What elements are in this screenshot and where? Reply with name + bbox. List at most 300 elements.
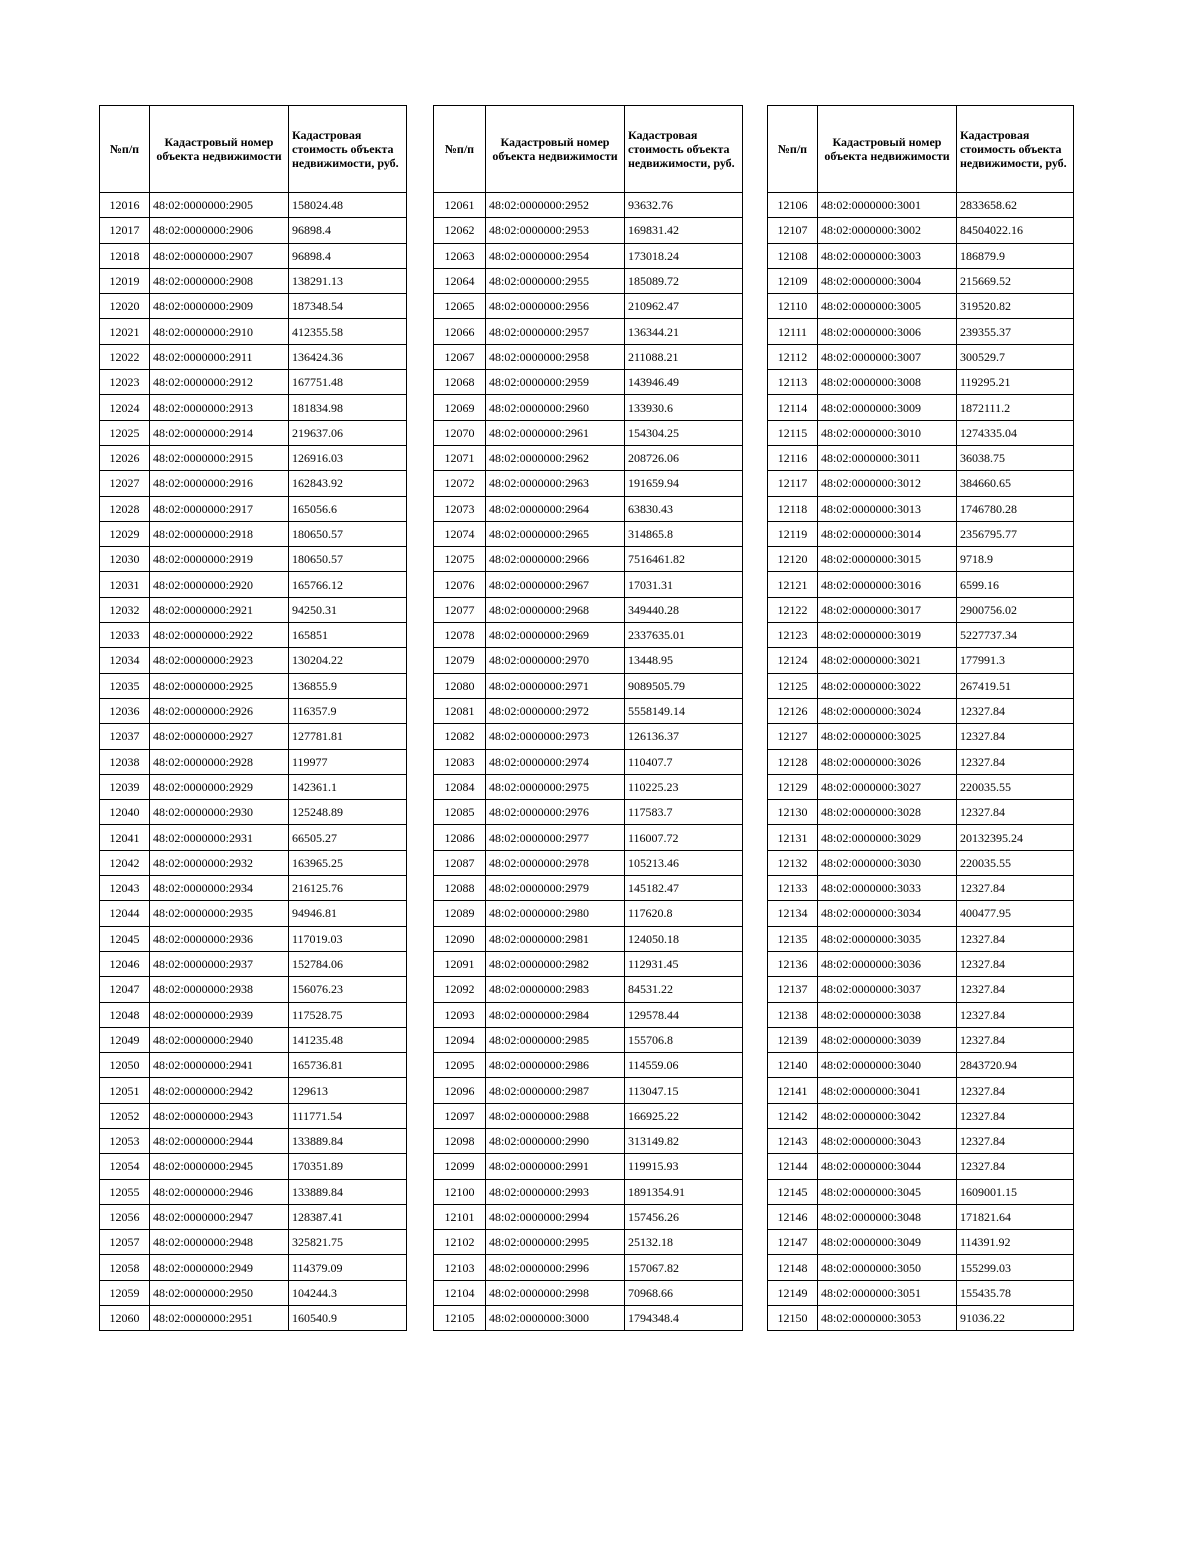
cadastral-value: 9089505.79 xyxy=(625,673,743,698)
table-row xyxy=(100,420,407,445)
cadastral-value: 160540.9 xyxy=(289,1306,407,1331)
cadastral-value: 105213.46 xyxy=(625,850,743,875)
cadastral-number: 48:02:0000000:3048 xyxy=(818,1204,957,1229)
table-row xyxy=(434,1230,743,1255)
cadastral-value: 186879.9 xyxy=(957,243,1074,268)
row-number: 12052 xyxy=(100,1103,150,1128)
table-row xyxy=(434,1078,743,1103)
cadastral-value: 384660.65 xyxy=(957,471,1074,496)
cadastral-value: 165766.12 xyxy=(289,572,407,597)
table-row xyxy=(768,319,1074,344)
cadastral-value: 112931.45 xyxy=(625,951,743,976)
cadastral-value: 130204.22 xyxy=(289,648,407,673)
cadastral-value: 154304.25 xyxy=(625,420,743,445)
cadastral-number: 48:02:0000000:2969 xyxy=(486,623,625,648)
row-number: 12096 xyxy=(434,1078,486,1103)
cadastral-value: 9718.9 xyxy=(957,547,1074,572)
row-number: 12030 xyxy=(100,547,150,572)
cadastral-number: 48:02:0000000:2984 xyxy=(486,1002,625,1027)
table-row xyxy=(768,1280,1074,1305)
table-row xyxy=(100,1053,407,1078)
table-row xyxy=(768,1230,1074,1255)
table-row xyxy=(434,749,743,774)
table-row xyxy=(434,876,743,901)
cadastral-value: 104244.3 xyxy=(289,1280,407,1305)
header-row xyxy=(100,106,407,193)
cadastral-number: 48:02:0000000:2973 xyxy=(486,724,625,749)
table-row xyxy=(100,471,407,496)
table-row xyxy=(100,1002,407,1027)
cadastral-value: 181834.98 xyxy=(289,395,407,420)
row-number: 12116 xyxy=(768,445,818,470)
cadastral-value: 141235.48 xyxy=(289,1027,407,1052)
cadastral-number: 48:02:0000000:3034 xyxy=(818,901,957,926)
row-number: 12035 xyxy=(100,673,150,698)
table-row xyxy=(100,825,407,850)
cadastral-value: 142361.1 xyxy=(289,774,407,799)
row-number: 12017 xyxy=(100,218,150,243)
cadastral-number: 48:02:0000000:3019 xyxy=(818,623,957,648)
row-number: 12122 xyxy=(768,597,818,622)
cadastral-value: 110407.7 xyxy=(625,749,743,774)
row-number: 12083 xyxy=(434,749,486,774)
cadastral-value: 12327.84 xyxy=(957,1027,1074,1052)
row-number: 12062 xyxy=(434,218,486,243)
table-row xyxy=(434,825,743,850)
cadastral-value: 177991.3 xyxy=(957,648,1074,673)
cadastral-number: 48:02:0000000:2960 xyxy=(486,395,625,420)
row-number: 12104 xyxy=(434,1280,486,1305)
table-row xyxy=(434,926,743,951)
cadastral-number: 48:02:0000000:3044 xyxy=(818,1154,957,1179)
row-number: 12105 xyxy=(434,1306,486,1331)
table-row xyxy=(768,547,1074,572)
row-number: 12129 xyxy=(768,774,818,799)
table-row xyxy=(434,1280,743,1305)
row-number: 12071 xyxy=(434,445,486,470)
cadastral-value: 133889.84 xyxy=(289,1128,407,1153)
table-row xyxy=(768,1103,1074,1128)
cadastral-number: 48:02:0000000:2979 xyxy=(486,876,625,901)
cadastral-number: 48:02:0000000:2906 xyxy=(150,218,289,243)
row-number: 12056 xyxy=(100,1204,150,1229)
cadastral-number: 48:02:0000000:3035 xyxy=(818,926,957,951)
cadastral-number: 48:02:0000000:2907 xyxy=(150,243,289,268)
cadastral-value: 116357.9 xyxy=(289,698,407,723)
cadastral-value: 152784.06 xyxy=(289,951,407,976)
row-number: 12050 xyxy=(100,1053,150,1078)
cadastral-number: 48:02:0000000:3006 xyxy=(818,319,957,344)
table-row xyxy=(100,977,407,1002)
row-number: 12066 xyxy=(434,319,486,344)
cadastral-number: 48:02:0000000:3004 xyxy=(818,268,957,293)
cadastral-number: 48:02:0000000:2994 xyxy=(486,1204,625,1229)
cadastral-value: 12327.84 xyxy=(957,749,1074,774)
row-number: 12060 xyxy=(100,1306,150,1331)
table-row xyxy=(768,445,1074,470)
table-row xyxy=(434,395,743,420)
cadastral-value: 114379.09 xyxy=(289,1255,407,1280)
cadastral-number: 48:02:0000000:2923 xyxy=(150,648,289,673)
table-row xyxy=(100,572,407,597)
table-row xyxy=(434,623,743,648)
cadastral-number: 48:02:0000000:3037 xyxy=(818,977,957,1002)
table-row xyxy=(434,496,743,521)
cadastral-number: 48:02:0000000:2980 xyxy=(486,901,625,926)
row-number: 12086 xyxy=(434,825,486,850)
cadastral-value: 2843720.94 xyxy=(957,1053,1074,1078)
cadastral-value: 220035.55 xyxy=(957,850,1074,875)
cadastral-number: 48:02:0000000:3011 xyxy=(818,445,957,470)
cadastral-value: 129578.44 xyxy=(625,1002,743,1027)
table-row xyxy=(434,597,743,622)
table-row xyxy=(100,800,407,825)
row-number: 12047 xyxy=(100,977,150,1002)
cadastral-value: 156076.23 xyxy=(289,977,407,1002)
cadastral-number: 48:02:0000000:2996 xyxy=(486,1255,625,1280)
cadastral-value: 2833658.62 xyxy=(957,193,1074,218)
cadastral-value: 84531.22 xyxy=(625,977,743,1002)
row-number: 12032 xyxy=(100,597,150,622)
table-row xyxy=(434,850,743,875)
cadastral-number: 48:02:0000000:2949 xyxy=(150,1255,289,1280)
table-row xyxy=(100,648,407,673)
table-row xyxy=(768,1154,1074,1179)
row-number: 12087 xyxy=(434,850,486,875)
table-row xyxy=(434,724,743,749)
cadastral-value: 12327.84 xyxy=(957,926,1074,951)
cadastral-value: 173018.24 xyxy=(625,243,743,268)
cadastral-number: 48:02:0000000:3003 xyxy=(818,243,957,268)
cadastral-number: 48:02:0000000:2928 xyxy=(150,749,289,774)
cadastral-value: 2900756.02 xyxy=(957,597,1074,622)
table-row xyxy=(768,1306,1074,1331)
header-cadastral-value: Кадастровая стоимость объекта недвижимости, руб. xyxy=(625,106,743,193)
cadastral-value: 66505.27 xyxy=(289,825,407,850)
table-row xyxy=(100,547,407,572)
cadastral-value: 2337635.01 xyxy=(625,623,743,648)
cadastral-number: 48:02:0000000:2968 xyxy=(486,597,625,622)
row-number: 12070 xyxy=(434,420,486,445)
row-number: 12020 xyxy=(100,294,150,319)
header-cadastral-number: Кадастровый номер объекта недвижимости xyxy=(150,106,289,193)
table-row xyxy=(768,850,1074,875)
row-number: 12143 xyxy=(768,1128,818,1153)
cadastral-value: 412355.58 xyxy=(289,319,407,344)
cadastral-number: 48:02:0000000:3042 xyxy=(818,1103,957,1128)
cadastral-value: 349440.28 xyxy=(625,597,743,622)
row-number: 12108 xyxy=(768,243,818,268)
cadastral-value: 117019.03 xyxy=(289,926,407,951)
row-number: 12100 xyxy=(434,1179,486,1204)
cadastral-value: 119295.21 xyxy=(957,370,1074,395)
row-number: 12076 xyxy=(434,572,486,597)
cadastral-value: 12327.84 xyxy=(957,1078,1074,1103)
row-number: 12049 xyxy=(100,1027,150,1052)
row-number: 12135 xyxy=(768,926,818,951)
table-row xyxy=(100,370,407,395)
cadastral-number: 48:02:0000000:2966 xyxy=(486,547,625,572)
row-number: 12131 xyxy=(768,825,818,850)
row-number: 12149 xyxy=(768,1280,818,1305)
cadastral-number: 48:02:0000000:2953 xyxy=(486,218,625,243)
cadastral-number: 48:02:0000000:2905 xyxy=(150,193,289,218)
row-number: 12053 xyxy=(100,1128,150,1153)
cadastral-value: 126136.37 xyxy=(625,724,743,749)
cadastral-number: 48:02:0000000:2911 xyxy=(150,344,289,369)
cadastral-number: 48:02:0000000:2945 xyxy=(150,1154,289,1179)
table-row xyxy=(100,344,407,369)
cadastral-number: 48:02:0000000:2951 xyxy=(150,1306,289,1331)
table-row xyxy=(100,1128,407,1153)
cadastral-number: 48:02:0000000:2956 xyxy=(486,294,625,319)
cadastral-value: 136344.21 xyxy=(625,319,743,344)
row-number: 12141 xyxy=(768,1078,818,1103)
row-number: 12133 xyxy=(768,876,818,901)
row-number: 12148 xyxy=(768,1255,818,1280)
cadastral-number: 48:02:0000000:3024 xyxy=(818,698,957,723)
table-row xyxy=(768,774,1074,799)
table-row xyxy=(768,521,1074,546)
row-number: 12089 xyxy=(434,901,486,926)
cadastral-value: 2356795.77 xyxy=(957,521,1074,546)
table-row xyxy=(434,1154,743,1179)
cadastral-value: 113047.15 xyxy=(625,1078,743,1103)
table-row xyxy=(100,319,407,344)
cadastral-value: 119915.93 xyxy=(625,1154,743,1179)
cadastral-value: 127781.81 xyxy=(289,724,407,749)
cadastral-value: 70968.66 xyxy=(625,1280,743,1305)
cadastral-value: 129613 xyxy=(289,1078,407,1103)
cadastral-number: 48:02:0000000:2932 xyxy=(150,850,289,875)
header-number: №п/п xyxy=(768,106,818,193)
table-row xyxy=(768,926,1074,951)
cadastral-number: 48:02:0000000:2909 xyxy=(150,294,289,319)
row-number: 12067 xyxy=(434,344,486,369)
row-number: 12034 xyxy=(100,648,150,673)
cadastral-value: 170351.89 xyxy=(289,1154,407,1179)
cadastral-value: 158024.48 xyxy=(289,193,407,218)
cadastral-value: 155706.8 xyxy=(625,1027,743,1052)
row-number: 12127 xyxy=(768,724,818,749)
table-row xyxy=(100,268,407,293)
table-row xyxy=(100,749,407,774)
cadastral-value: 114391.92 xyxy=(957,1230,1074,1255)
cadastral-value: 117583.7 xyxy=(625,800,743,825)
cadastral-value: 1872111.2 xyxy=(957,395,1074,420)
table-row xyxy=(100,1027,407,1052)
row-number: 12144 xyxy=(768,1154,818,1179)
header-cadastral-number: Кадастровый номер объекта недвижимости xyxy=(486,106,625,193)
cadastral-value: 12327.84 xyxy=(957,698,1074,723)
cadastral-number: 48:02:0000000:3039 xyxy=(818,1027,957,1052)
cadastral-value: 145182.47 xyxy=(625,876,743,901)
table-row xyxy=(768,648,1074,673)
cadastral-value: 114559.06 xyxy=(625,1053,743,1078)
cadastral-value: 12327.84 xyxy=(957,977,1074,1002)
table-row xyxy=(768,1078,1074,1103)
row-number: 12113 xyxy=(768,370,818,395)
cadastral-value: 1794348.4 xyxy=(625,1306,743,1331)
row-number: 12102 xyxy=(434,1230,486,1255)
table-row xyxy=(768,800,1074,825)
table-row xyxy=(768,193,1074,218)
cadastral-value: 91036.22 xyxy=(957,1306,1074,1331)
cadastral-number: 48:02:0000000:2974 xyxy=(486,749,625,774)
cadastral-number: 48:02:0000000:2922 xyxy=(150,623,289,648)
cadastral-value: 239355.37 xyxy=(957,319,1074,344)
cadastral-value: 7516461.82 xyxy=(625,547,743,572)
cadastral-number: 48:02:0000000:3036 xyxy=(818,951,957,976)
row-number: 12106 xyxy=(768,193,818,218)
row-number: 12121 xyxy=(768,572,818,597)
cadastral-value: 313149.82 xyxy=(625,1128,743,1153)
table-row xyxy=(768,496,1074,521)
cadastral-number: 48:02:0000000:2919 xyxy=(150,547,289,572)
cadastral-value: 1746780.28 xyxy=(957,496,1074,521)
cadastral-value: 36038.75 xyxy=(957,445,1074,470)
cadastral-value: 93632.76 xyxy=(625,193,743,218)
table-row xyxy=(100,496,407,521)
row-number: 12125 xyxy=(768,673,818,698)
cadastral-number: 48:02:0000000:3002 xyxy=(818,218,957,243)
table-row xyxy=(768,876,1074,901)
cadastral-value: 191659.94 xyxy=(625,471,743,496)
cadastral-number: 48:02:0000000:3012 xyxy=(818,471,957,496)
cadastral-table-2 xyxy=(433,105,743,1331)
row-number: 12055 xyxy=(100,1179,150,1204)
row-number: 12031 xyxy=(100,572,150,597)
cadastral-number: 48:02:0000000:2935 xyxy=(150,901,289,926)
cadastral-number: 48:02:0000000:2936 xyxy=(150,926,289,951)
row-number: 12028 xyxy=(100,496,150,521)
table-row xyxy=(434,673,743,698)
cadastral-number: 48:02:0000000:2993 xyxy=(486,1179,625,1204)
cadastral-number: 48:02:0000000:3049 xyxy=(818,1230,957,1255)
table-row xyxy=(100,901,407,926)
table-row xyxy=(434,901,743,926)
table-row xyxy=(100,1306,407,1331)
table-row xyxy=(768,1204,1074,1229)
row-number: 12043 xyxy=(100,876,150,901)
table-row xyxy=(768,825,1074,850)
table-row xyxy=(100,597,407,622)
cadastral-number: 48:02:0000000:2971 xyxy=(486,673,625,698)
cadastral-number: 48:02:0000000:2983 xyxy=(486,977,625,1002)
row-number: 12058 xyxy=(100,1255,150,1280)
table-row xyxy=(768,724,1074,749)
cadastral-value: 211088.21 xyxy=(625,344,743,369)
cadastral-number: 48:02:0000000:2987 xyxy=(486,1078,625,1103)
cadastral-number: 48:02:0000000:2927 xyxy=(150,724,289,749)
cadastral-value: 63830.43 xyxy=(625,496,743,521)
header-number: №п/п xyxy=(434,106,486,193)
table-row xyxy=(768,268,1074,293)
row-number: 12123 xyxy=(768,623,818,648)
table-row xyxy=(768,218,1074,243)
row-number: 12110 xyxy=(768,294,818,319)
cadastral-number: 48:02:0000000:3026 xyxy=(818,749,957,774)
cadastral-number: 48:02:0000000:2976 xyxy=(486,800,625,825)
row-number: 12142 xyxy=(768,1103,818,1128)
cadastral-number: 48:02:0000000:3027 xyxy=(818,774,957,799)
row-number: 12099 xyxy=(434,1154,486,1179)
cadastral-value: 6599.16 xyxy=(957,572,1074,597)
cadastral-number: 48:02:0000000:2926 xyxy=(150,698,289,723)
cadastral-value: 157067.82 xyxy=(625,1255,743,1280)
table-row xyxy=(100,1255,407,1280)
cadastral-number: 48:02:0000000:2913 xyxy=(150,395,289,420)
cadastral-number: 48:02:0000000:2943 xyxy=(150,1103,289,1128)
cadastral-value: 169831.42 xyxy=(625,218,743,243)
cadastral-number: 48:02:0000000:3025 xyxy=(818,724,957,749)
cadastral-number: 48:02:0000000:2940 xyxy=(150,1027,289,1052)
row-number: 12080 xyxy=(434,673,486,698)
table-row xyxy=(434,572,743,597)
row-number: 12146 xyxy=(768,1204,818,1229)
cadastral-number: 48:02:0000000:3045 xyxy=(818,1179,957,1204)
cadastral-value: 138291.13 xyxy=(289,268,407,293)
row-number: 12065 xyxy=(434,294,486,319)
table-row xyxy=(100,445,407,470)
row-number: 12037 xyxy=(100,724,150,749)
cadastral-number: 48:02:0000000:2946 xyxy=(150,1179,289,1204)
row-number: 12085 xyxy=(434,800,486,825)
cadastral-value: 163965.25 xyxy=(289,850,407,875)
table-row xyxy=(434,1179,743,1204)
cadastral-value: 166925.22 xyxy=(625,1103,743,1128)
header-cadastral-value: Кадастровая стоимость объекта недвижимости, руб. xyxy=(289,106,407,193)
cadastral-number: 48:02:0000000:2977 xyxy=(486,825,625,850)
cadastral-value: 1274335.04 xyxy=(957,420,1074,445)
row-number: 12120 xyxy=(768,547,818,572)
cadastral-value: 133930.6 xyxy=(625,395,743,420)
cadastral-number: 48:02:0000000:2918 xyxy=(150,521,289,546)
cadastral-number: 48:02:0000000:2944 xyxy=(150,1128,289,1153)
row-number: 12137 xyxy=(768,977,818,1002)
cadastral-number: 48:02:0000000:3022 xyxy=(818,673,957,698)
table-row xyxy=(100,850,407,875)
row-number: 12119 xyxy=(768,521,818,546)
cadastral-number: 48:02:0000000:2948 xyxy=(150,1230,289,1255)
cadastral-value: 12327.84 xyxy=(957,724,1074,749)
cadastral-value: 94946.81 xyxy=(289,901,407,926)
cadastral-number: 48:02:0000000:2981 xyxy=(486,926,625,951)
table-row xyxy=(100,218,407,243)
row-number: 12114 xyxy=(768,395,818,420)
row-number: 12138 xyxy=(768,1002,818,1027)
row-number: 12079 xyxy=(434,648,486,673)
row-number: 12094 xyxy=(434,1027,486,1052)
cadastral-number: 48:02:0000000:2942 xyxy=(150,1078,289,1103)
cadastral-number: 48:02:0000000:2930 xyxy=(150,800,289,825)
cadastral-number: 48:02:0000000:2964 xyxy=(486,496,625,521)
row-number: 12111 xyxy=(768,319,818,344)
row-number: 12059 xyxy=(100,1280,150,1305)
row-number: 12038 xyxy=(100,749,150,774)
cadastral-number: 48:02:0000000:3033 xyxy=(818,876,957,901)
table-row xyxy=(100,294,407,319)
cadastral-value: 96898.4 xyxy=(289,218,407,243)
table-row xyxy=(768,673,1074,698)
row-number: 12023 xyxy=(100,370,150,395)
table-row xyxy=(434,1255,743,1280)
row-number: 12063 xyxy=(434,243,486,268)
cadastral-number: 48:02:0000000:2910 xyxy=(150,319,289,344)
row-number: 12093 xyxy=(434,1002,486,1027)
cadastral-value: 94250.31 xyxy=(289,597,407,622)
cadastral-number: 48:02:0000000:3016 xyxy=(818,572,957,597)
